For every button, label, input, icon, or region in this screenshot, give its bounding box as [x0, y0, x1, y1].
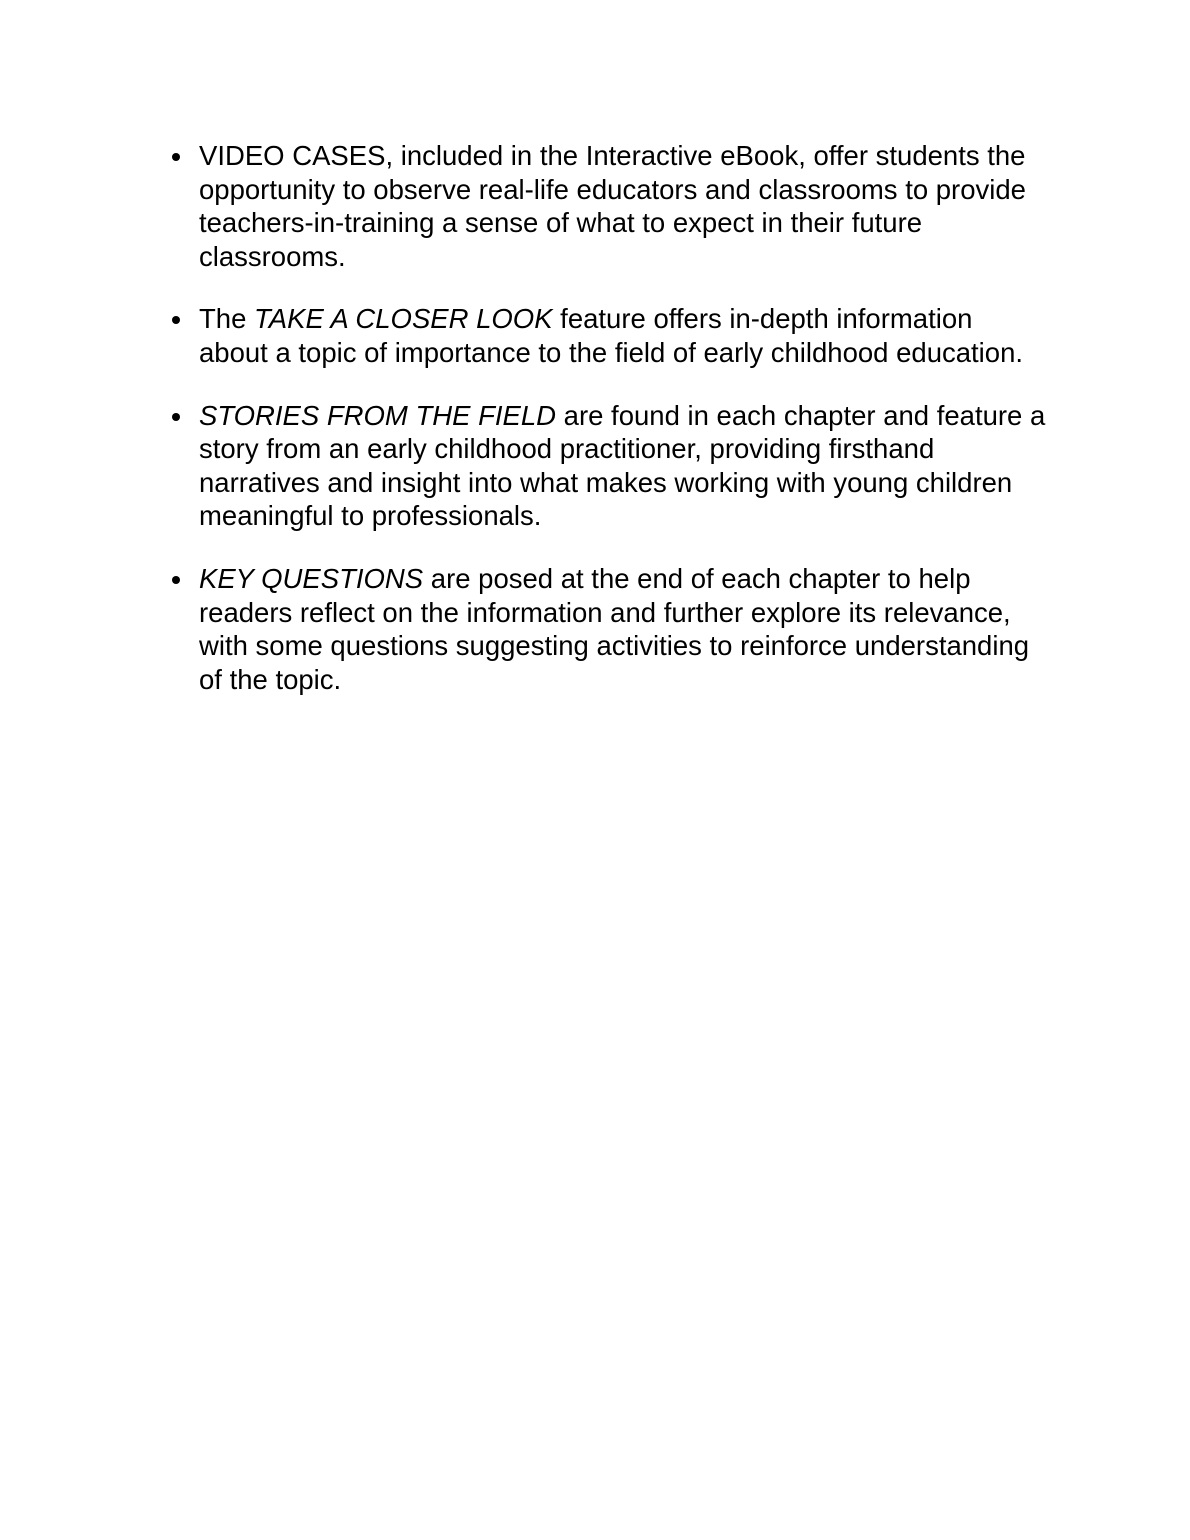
- item-text: are posed at the end of each chapter to help readers reflect on the information and further explore its relevance, with some questions suggesting activities to reinforce understanding of the topic.: [199, 562, 1030, 695]
- list-item-key-questions: [166, 562, 1046, 696]
- feature-list: [166, 139, 1046, 725]
- item-emphasis: TAKE A CLOSER LOOK: [254, 303, 553, 335]
- item-prefix: The: [199, 303, 255, 335]
- list-item-take-a-closer-look: [166, 302, 1046, 369]
- bullet-icon: [172, 153, 180, 161]
- bullet-icon: [172, 413, 180, 421]
- bullet-icon: [172, 316, 180, 324]
- item-emphasis: STORIES FROM THE FIELD: [199, 399, 557, 431]
- bullet-icon: [172, 576, 180, 584]
- item-text: feature offers in-depth information about a topic of importance to the field of early childhood education.: [199, 303, 1024, 368]
- list-item-video-cases: [166, 139, 1046, 273]
- item-text: are found in each chapter and feature a story from an early childhood practitioner, providing firsthand narratives and insight into what makes working with young children meaningful to professionals.: [199, 399, 1046, 532]
- list-item-stories-from-the-field: [166, 399, 1046, 533]
- item-emphasis: KEY QUESTIONS: [199, 562, 424, 594]
- item-text: VIDEO CASES, included in the Interactive eBook, offer students the opportunity to observe real-life educators and classrooms to provide teachers-in-training a sense of what to expect in their future classrooms.: [199, 140, 1026, 272]
